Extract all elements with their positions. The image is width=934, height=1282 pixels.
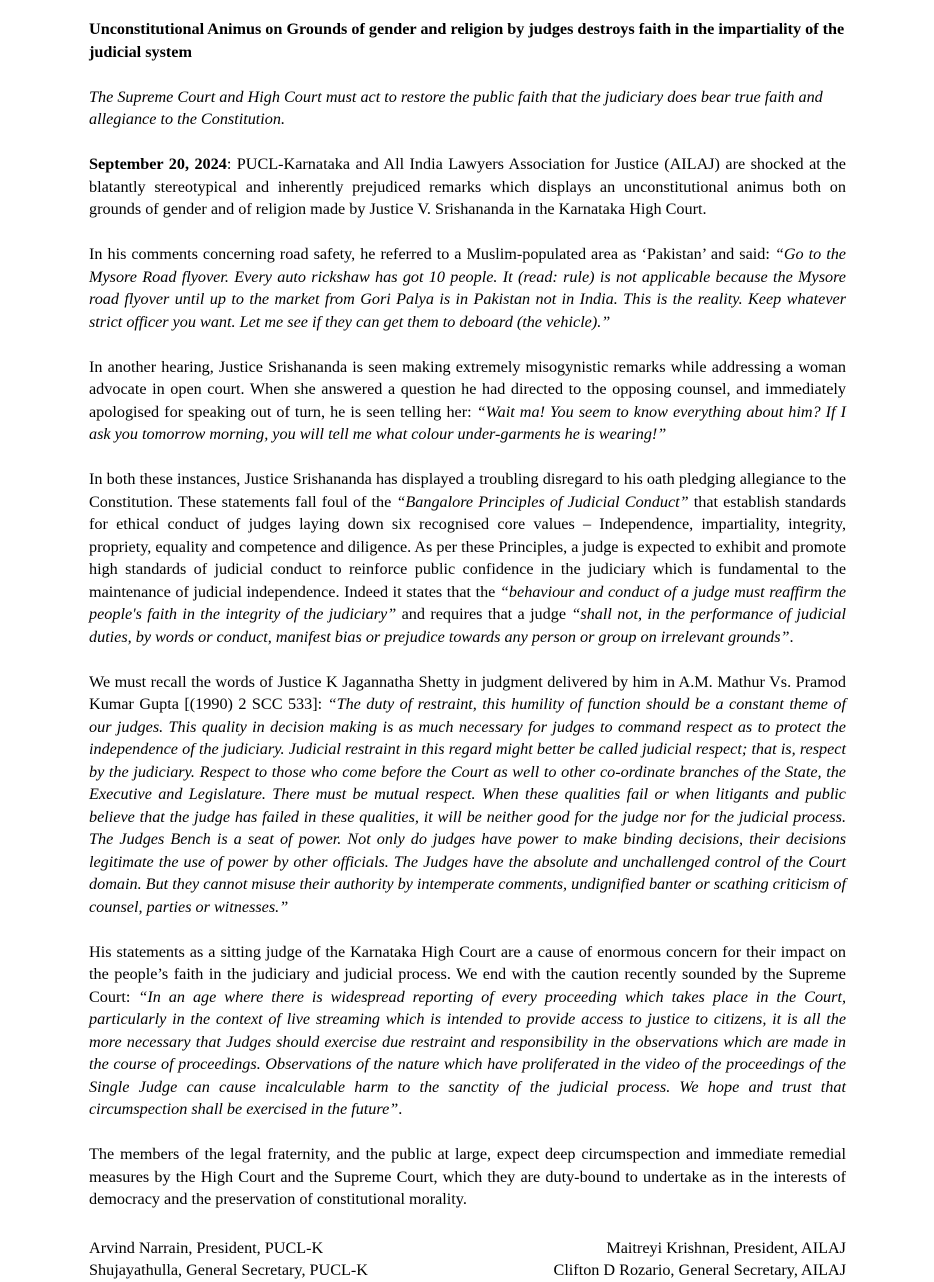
quote-shall-not: “shall not, in the performance of judicial duties, by words or conduct, manifest bias or prejudice towards any person or group on irrelevant grounds” (89, 605, 846, 646)
document-title: Unconstitutional Animus on Grounds of gender and religion by judges destroys faith in the impartiality of the judicial system (89, 20, 845, 61)
paragraph-text: His statements as a sitting judge of the Karnataka High Court are a cause of enormous concern for their impact on the people’s faith in the judiciary and judicial process. We end with the caution recently sounded by the Supreme Court: (89, 942, 846, 1006)
signatures-block (89, 1237, 846, 1282)
quote-supreme-court: “In an age where there is widespread reporting of every proceeding which takes place in the Court, particularly in the context of live streaming which is intended to provide access to justice to citizens, it is all the more necessary that Judges should exercise due restraint and responsibility in the observations which are made in the course of proceedings. Observations of the nature which have proliferated in the video of the proceedings of the Single Judge can cause incalculable harm to the sanctity of the judicial process. We hope and trust that circumspection shall be exercised in the future” (89, 987, 846, 1118)
quote-judicial-restraint: “The duty of restraint, this humility of function should be a constant theme of our judges. This quality in decision making is as much necessary for judges to command respect as to protect the independence of the judiciary. Judicial restraint in this regard might better be called judicial respect; that is, respect by the judiciary. Respect to those who come before the Court as well to other co-ordinate branches of the State, the Executive and Legislature. There must be mutual respect. When these qualities fail or when litigants and public believe that the judge has failed in these qualities, it will be neither good for the judge nor for the judicial process. The Judges Bench is a seat of power. Not only do judges have power to make binding decisions, their decisions legitimate the use of power by other officials. The Judges have the absolute and unchallenged control of the Court domain. But they cannot misuse their authority by intemperate comments, undignified banter or scathing criticism of counsel, parties or witnesses.” (89, 695, 846, 916)
paragraph-road-safety (89, 243, 846, 333)
signatory: Maitreyi Krishnan, President, AILAJ (606, 1238, 846, 1257)
paragraph-text: that establish standards for ethical conduct of judges laying down six recognised core values – Independence, impartiality, integrity, propriety, equality and competence and diligence. As per these Principles, a judge is expected to exhibit and promote high standards of judicial conduct to reinforce public confidence in the judiciary which is fundamental to the maintenance of judicial independence. Indeed it states that the (89, 492, 846, 601)
paragraph-text: In his comments concerning road safety, he referred to a Muslim-populated area as ‘Pakistan’ and said: (89, 245, 775, 263)
paragraph-intro (89, 153, 846, 221)
document-subtitle: The Supreme Court and High Court must act to restore the public faith that the judiciary does bear true faith and allegiance to the Constitution. (89, 87, 823, 128)
signatory: Clifton D Rozario, General Secretary, AILAJ (553, 1261, 846, 1279)
paragraph-text: We must recall the words of Justice K Jagannatha Shetty in judgment delivered by him in A.M. Mathur Vs. Pramod Kumar Gupta [(1990) 2 SCC 533]: (89, 672, 846, 713)
paragraph-misogynistic-remark (89, 356, 846, 446)
signatures-ailaj (554, 1237, 846, 1282)
paragraph-supreme-court-caution (89, 941, 846, 1121)
paragraph-text: . (789, 627, 794, 646)
paragraph-intro-text: : PUCL-Karnataka and All India Lawyers Association for Justice (AILAJ) are shocked at the blatantly stereotypical and inherently prejudiced remarks which displays an unconstitutional animus both on grounds of gender and of religion made by Justice V. Srishananda in the Karnataka High Court. (89, 155, 846, 218)
quote-behaviour-conduct: “behaviour and conduct of a judge must reaffirm the people's faith in the integrity of the judiciary” (89, 582, 847, 623)
paragraph-text: In both these instances, Justice Srishananda has displayed a troubling disregard to his oath pledging allegiance to the Constitution. These statements fall foul of the (89, 470, 846, 511)
quote-bangalore-principles-title: “Bangalore Principles of Judicial Conduct” (396, 492, 689, 511)
paragraph-text: In another hearing, Justice Srishananda is seen making extremely misogynistic remarks while addressing a woman advocate in open court. When she answered a question he had directed to the opposing counsel, and immediately apologised for speaking out of turn, he is seen telling her: (89, 357, 846, 421)
paragraph-bangalore-principles (89, 468, 846, 648)
quote-undergarments-remark: “Wait ma! You seem to know everything about him? If I ask you tomorrow morning, you will tell me what colour under-garments he is wearing!” (89, 402, 846, 443)
statement-date: September 20, 2024 (89, 155, 227, 173)
signatures-pucl (89, 1237, 368, 1282)
paragraph-jagannatha-shetty (89, 671, 846, 919)
paragraph-closing: The members of the legal fraternity, and the public at large, expect deep circumspection and immediate remedial measures by the High Court and the Supreme Court, which they are duty-bound to undertake as in the interests of democracy and the preservation of constitutional morality. (89, 1145, 846, 1208)
signatory: Arvind Narrain, President, PUCL-K (89, 1238, 324, 1257)
signatory: Shujayathulla, General Secretary, PUCL-K (89, 1261, 368, 1279)
quote-pakistan-remark: “Go to the Mysore Road flyover. Every auto rickshaw has got 10 people. It (read: rule) is not applicable because the Mysore road flyover until up to the market from Gori Palya is in Pakistan not in India. This is the reality. Keep whatever strict officer you want. Let me see if they can get them to deboard (the vehicle).” (89, 245, 846, 331)
paragraph-text: . (398, 1100, 403, 1118)
paragraph-text: and requires that a judge (396, 605, 572, 623)
